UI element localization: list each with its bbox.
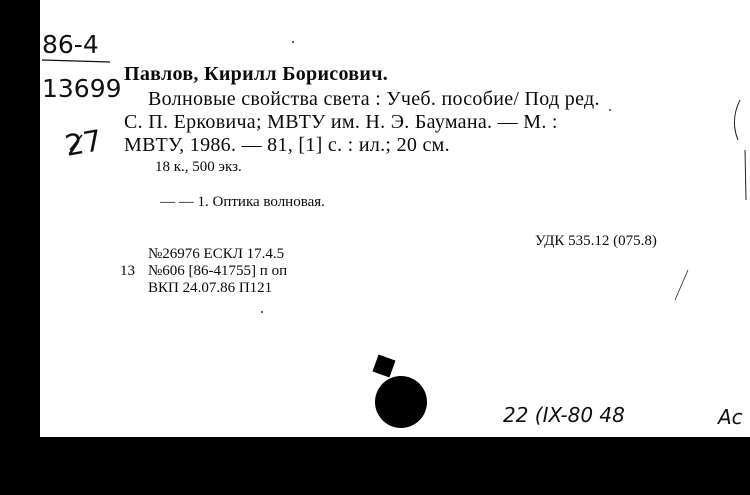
copies-line: 18 к., 500 экз. (155, 159, 242, 175)
title-line-1: Волновые свойства света : Учеб. пособие/ Под ред. (148, 88, 600, 110)
udk-code: УДК 535.12 (075.8) (535, 233, 657, 249)
punch-hole (375, 376, 427, 428)
registration-line-1: №26976 ЕСКЛ 17.4.5 (148, 246, 285, 262)
scan-border-bottom (0, 437, 750, 495)
handwritten-code-bottom: 13699 (42, 74, 122, 103)
handwritten-number: 27 (62, 123, 105, 163)
handwritten-code-top: 86-4 (42, 30, 99, 59)
title-line-2: С. П. Ерковича; МВТУ им. Н. Э. Баумана. — М. : (124, 111, 558, 133)
registration-line-3: ВКП 24.07.86 П121 (148, 280, 273, 296)
handwritten-bottom-note: 22 (IX-80 48 (503, 403, 625, 427)
handwritten-corner-mark: Ac (718, 405, 743, 429)
subject-heading: — — 1. Оптика волновая. (160, 194, 325, 210)
catalog-card (40, 0, 750, 437)
registration-line-2: №606 [86-41755] п оп (148, 263, 288, 279)
registration-prefix: 13 (120, 263, 135, 279)
author-heading: Павлов, Кирилл Борисович. (124, 63, 389, 85)
title-line-3: МВТУ, 1986. — 81, [1] с. : ил.; 20 см. (124, 134, 450, 156)
